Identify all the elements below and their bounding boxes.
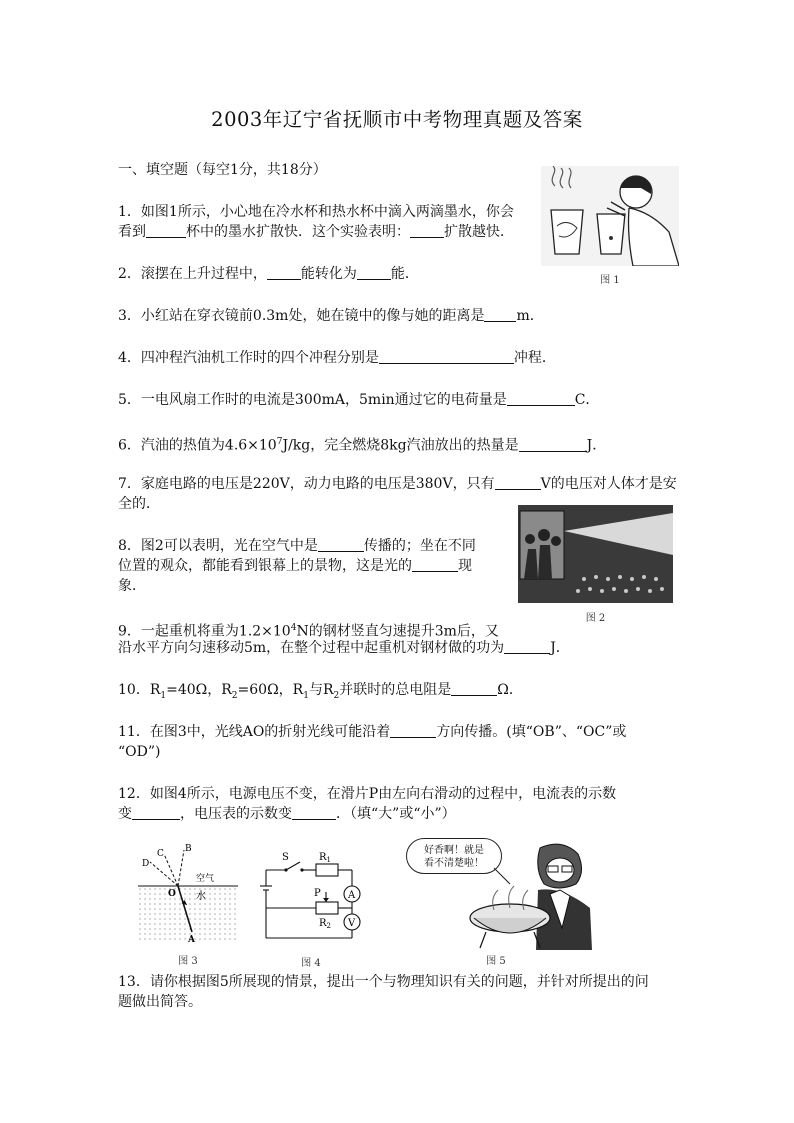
label-r1: $R_1$ bbox=[319, 852, 331, 864]
q6-blank[interactable] bbox=[519, 437, 587, 452]
q2-blank1[interactable] bbox=[267, 265, 301, 280]
q1-blank2[interactable] bbox=[410, 223, 444, 238]
label-o: O bbox=[168, 889, 176, 899]
speech-bubble: 好香啊！就是 看不清楚啦！ bbox=[406, 838, 502, 874]
figure-5-illustration bbox=[466, 838, 592, 950]
q5-blank[interactable] bbox=[507, 391, 575, 406]
q9-blank[interactable] bbox=[504, 639, 550, 654]
label-r2: $R_2$ bbox=[319, 918, 331, 930]
figure-2 bbox=[518, 505, 673, 624]
q2-line: 2．滚摆在上升过程中， 能转化为 能． bbox=[118, 266, 419, 282]
figure-3-caption: 图 3 bbox=[178, 956, 198, 967]
q12-line1: 12．如图4所示，电源电压不变，在滑片P由左向右滑动的过程中，电流表的示数 bbox=[118, 786, 617, 802]
q8-blank1[interactable] bbox=[318, 537, 364, 552]
figure-1-illustration bbox=[541, 166, 679, 266]
figure-5 bbox=[406, 838, 592, 966]
section-header: 一、填空题（每空1分，共18分） bbox=[118, 162, 327, 178]
q11-blank[interactable] bbox=[390, 723, 436, 738]
q7-line2: 全的． bbox=[118, 496, 160, 512]
q12-blank2[interactable] bbox=[292, 805, 336, 820]
q6-line: 6．汽油的热值为$4.6\times 10^7J/kg$，完全燃烧8kg汽油放出的热量是 J． bbox=[118, 437, 607, 454]
q5-line: 5．一电风扇工作时的电流是300mA，5min通过它的电荷量是 C． bbox=[118, 392, 600, 408]
page-title: 2003年辽宁省抚顺市中考物理真题及答案 bbox=[211, 108, 583, 131]
label-a: A bbox=[188, 935, 195, 945]
q4-line: 4．四冲程汽油机工作时的四个冲程分别是 冲程． bbox=[118, 350, 556, 366]
figure-3-diagram bbox=[138, 842, 238, 946]
q9-line1: 9．一起重机将重为$1.2\times 10^4N$的钢材竖直匀速提升3m后，又 bbox=[118, 623, 499, 640]
ray-oc bbox=[164, 854, 178, 886]
label-d: D bbox=[142, 859, 150, 869]
q8-blank2[interactable] bbox=[412, 557, 458, 572]
q3-line: 3．小红站在穿衣镜前0.3m处，她在镜中的像与她的距离是 m． bbox=[118, 308, 544, 324]
label-water: 水 bbox=[196, 891, 206, 902]
q1-line2: 看到 杯中的墨水扩散快．这个实验表明： 扩散越快． bbox=[118, 224, 514, 240]
q3-blank[interactable] bbox=[484, 307, 516, 322]
label-air: 空气 bbox=[196, 874, 215, 884]
ray-ob bbox=[178, 850, 184, 886]
q8-line3: 象． bbox=[118, 578, 146, 594]
q12-line2: 变 ，电压表的示数变 ．（填“大”或“小”） bbox=[118, 806, 456, 822]
q12-blank1[interactable] bbox=[132, 805, 180, 820]
q7-line1: 7．家庭电路的电压是220V，动力电路的电压是380V，只有 V的电压对人体才是安 bbox=[118, 476, 677, 492]
q1-blank1[interactable] bbox=[146, 223, 186, 238]
label-slider-p: P bbox=[314, 888, 321, 899]
q13-line2: 题做出简答。 bbox=[118, 994, 202, 1010]
ray-od bbox=[150, 862, 178, 886]
q2-blank2[interactable] bbox=[357, 265, 391, 280]
q10-blank[interactable] bbox=[451, 681, 497, 696]
figure-2-caption: 图 2 bbox=[585, 613, 606, 624]
label-c: C bbox=[157, 849, 164, 859]
voltmeter-v: V bbox=[348, 918, 356, 929]
q11-line1: 11．在图3中，光线AO的折射光线可能沿着 方向传播。(填“OB”、“OC”或 bbox=[118, 724, 627, 740]
q7-blank[interactable] bbox=[495, 475, 541, 490]
q10-line: 10．$R_1=40\Omega$，$R_2=60\Omega$，$R_1$与$R_2$并联时的总电阻是 Ω． bbox=[118, 682, 523, 701]
figure-1-caption: 图 1 bbox=[600, 275, 620, 286]
q1-line1: 1．如图1所示，小心地在冷水杯和热水杯中滴入两滴墨水，你会 bbox=[118, 204, 514, 220]
figure-1 bbox=[541, 166, 679, 286]
figure-4-circuit bbox=[256, 848, 366, 944]
q9-line2: 沿水平方向匀速移动5m，在整个过程中起重机对钢材做的功为 J． bbox=[118, 640, 570, 656]
q4-blank[interactable] bbox=[379, 349, 514, 364]
q13-line1: 13．请你根据图5所展现的情景，提出一个与物理知识有关的问题，并针对所提出的问 bbox=[118, 974, 649, 990]
figure-3 bbox=[138, 842, 238, 967]
label-switch-s: S bbox=[282, 852, 289, 863]
figure-5-caption: 图 5 bbox=[486, 956, 506, 967]
label-b: B bbox=[185, 844, 192, 854]
q8-line1: 8．图2可以表明，光在空气中是 传播的；坐在不同 bbox=[118, 538, 476, 554]
figure-2-illustration bbox=[518, 505, 673, 603]
figure-4-caption: 图 4 bbox=[301, 958, 321, 969]
figure-4 bbox=[256, 848, 366, 969]
q11-line2: “OD”) bbox=[118, 744, 161, 760]
ammeter-a: A bbox=[348, 890, 356, 901]
q8-line2: 位置的观众，都能看到银幕上的景物，这是光的 现 bbox=[118, 558, 472, 574]
